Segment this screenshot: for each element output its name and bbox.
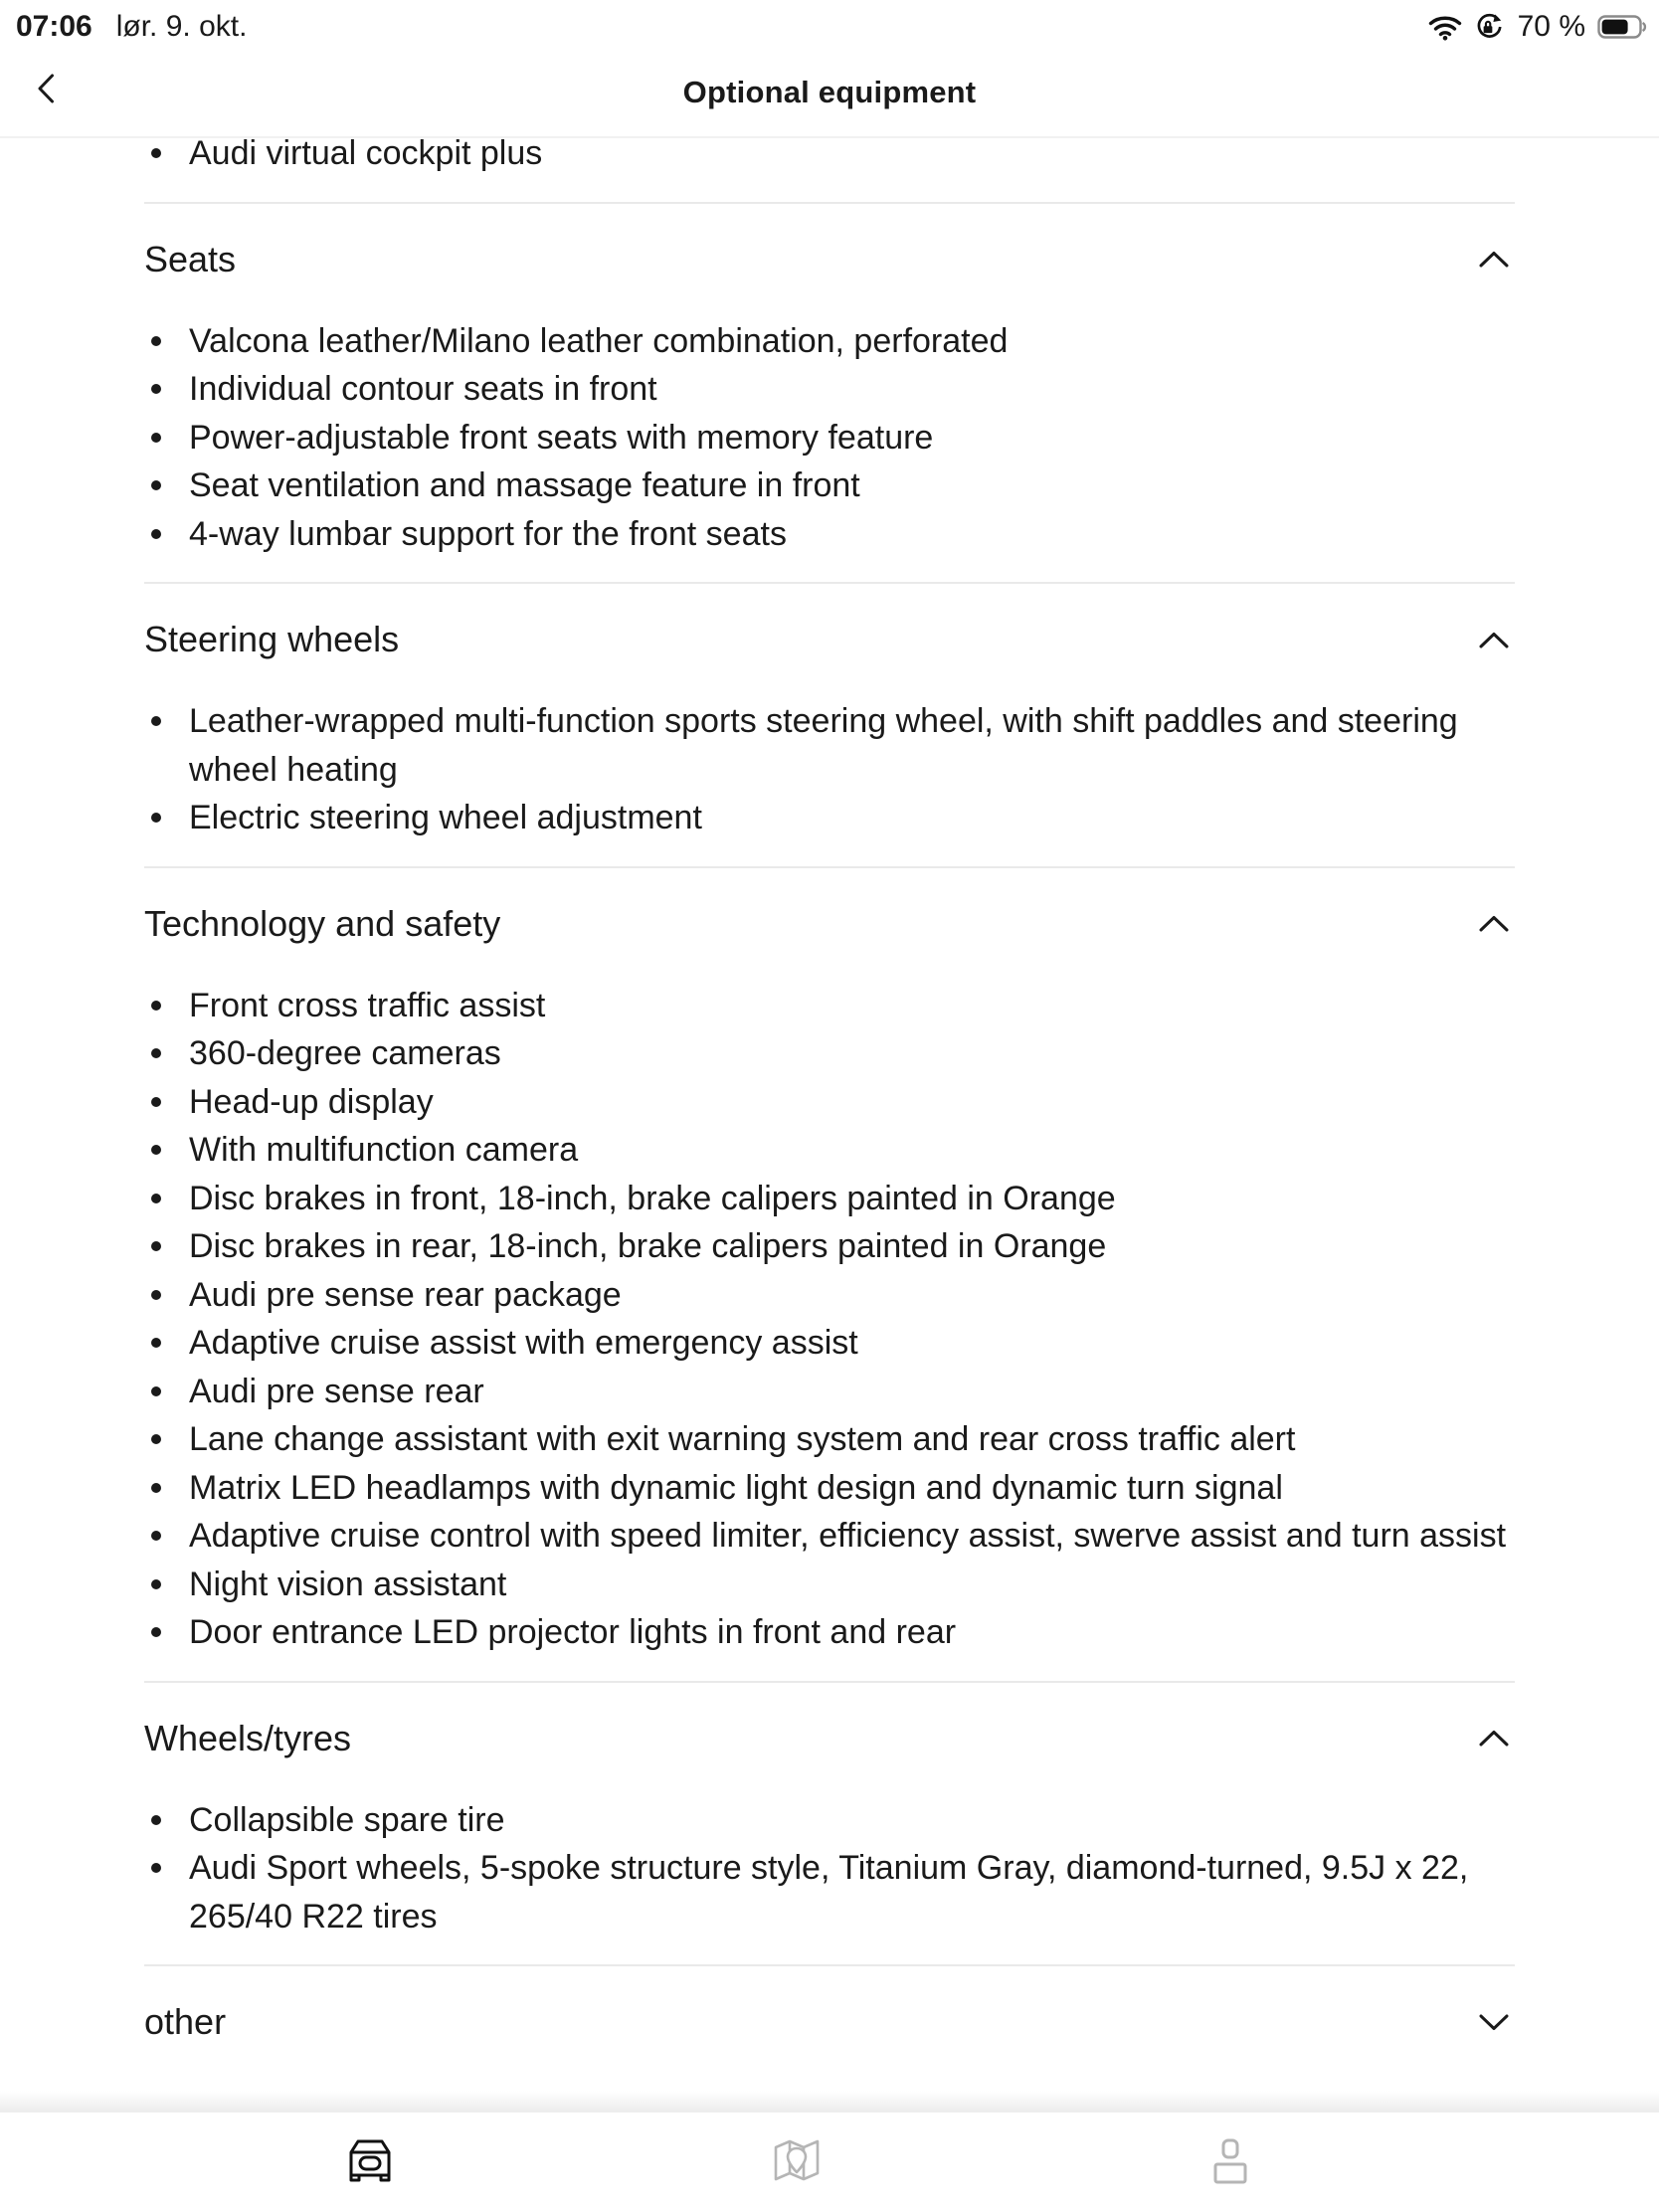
section-divider (144, 866, 1515, 868)
equipment-item (144, 697, 1515, 794)
chevron-up-icon[interactable] (1479, 632, 1515, 648)
bullet-dot (151, 1145, 161, 1155)
bullet-dot (151, 433, 161, 443)
bullet-dot (151, 1241, 161, 1251)
equipment-item-text: Electric steering wheel adjustment (189, 799, 702, 836)
equipment-item-text: 360-degree cameras (189, 1034, 501, 1072)
equipment-item (144, 1796, 1515, 1845)
section-title: Wheels/tyres (144, 1717, 352, 1758)
section-technology-and-safety (144, 866, 1515, 1657)
equipment-item (144, 414, 1515, 462)
bullet-dot (151, 1863, 161, 1873)
equipment-item (144, 1844, 1515, 1940)
leading-items (144, 129, 1515, 178)
bullet-dot (151, 1483, 161, 1493)
section-title: Technology and safety (144, 902, 501, 944)
bullet-dot (151, 384, 161, 394)
section-header-technology-and-safety[interactable] (144, 902, 1515, 946)
bullet-dot (151, 1194, 161, 1203)
equipment-item-text: Individual contour seats in front (189, 370, 657, 408)
equipment-item-text: Head-up display (189, 1082, 434, 1121)
section-header-wheels-tyres[interactable] (144, 1717, 1515, 1760)
equipment-item (144, 982, 1515, 1030)
equipment-item (144, 129, 1515, 178)
section-header-seats[interactable] (144, 238, 1515, 281)
status-date: lør. 9. okt. (115, 10, 248, 43)
bullet-dot (151, 1815, 161, 1825)
equipment-item-text: Night vision assistant (189, 1565, 507, 1603)
bullet-dot (151, 1531, 161, 1541)
battery-icon (1597, 15, 1647, 39)
equipment-item-text: Lane change assistant with exit warning system and rear cross traffic alert (189, 1420, 1296, 1458)
section-items (144, 697, 1515, 842)
back-chevron-icon (37, 91, 55, 107)
bullet-dot (151, 336, 161, 346)
chevron-down-icon[interactable] (1479, 2014, 1515, 2031)
bullet-dot (151, 529, 161, 539)
profile-tab[interactable] (1213, 2138, 1247, 2184)
equipment-item (144, 1608, 1515, 1657)
bullet-dot (151, 148, 161, 158)
section-items (144, 1796, 1515, 1941)
map-tab[interactable] (773, 2138, 821, 2182)
equipment-item (144, 1271, 1515, 1320)
equipment-item-text: Audi virtual cockpit plus (189, 134, 543, 172)
equipment-item (144, 794, 1515, 842)
car-icon (344, 2138, 396, 2182)
bullet-dot (151, 480, 161, 490)
equipment-item (144, 1368, 1515, 1416)
equipment-item-text: Matrix LED headlamps with dynamic light design and dynamic turn signal (189, 1468, 1283, 1507)
bullet-dot (151, 813, 161, 823)
equipment-item-text: With multifunction camera (189, 1131, 579, 1169)
equipment-item (144, 1319, 1515, 1368)
battery-percent-label: 70 % (1517, 10, 1585, 43)
section-seats (144, 202, 1515, 559)
equipment-item-text: Seat ventilation and massage feature in front (189, 466, 860, 504)
equipment-item (144, 461, 1515, 510)
vehicle-tab[interactable] (344, 2138, 396, 2182)
equipment-item-text: Power-adjustable front seats with memory feature (189, 418, 934, 457)
back-button[interactable] (37, 74, 55, 108)
section-divider (144, 1964, 1515, 1966)
section-title: Seats (144, 238, 237, 279)
section-divider (144, 582, 1515, 584)
bullet-dot (151, 1048, 161, 1058)
orientation-lock-icon (1474, 13, 1502, 41)
tab-bar (0, 2113, 1659, 2212)
status-time: 07:06 (16, 10, 92, 43)
equipment-item (144, 1561, 1515, 1609)
section-title: Steering wheels (144, 619, 400, 659)
equipment-item (144, 510, 1515, 559)
person-icon (1213, 2138, 1247, 2184)
bullet-dot (151, 1386, 161, 1396)
equipment-item-text: Disc brakes in rear, 18-inch, brake calipers painted in Orange (189, 1227, 1107, 1265)
equipment-item-text: Disc brakes in front, 18-inch, brake calipers painted in Orange (189, 1179, 1116, 1217)
bullet-dot (151, 1338, 161, 1348)
chevron-up-icon[interactable] (1479, 915, 1515, 932)
equipment-item (144, 1512, 1515, 1561)
equipment-item (144, 1464, 1515, 1513)
chevron-up-icon[interactable] (1479, 251, 1515, 268)
section-header-steering-wheels[interactable] (144, 618, 1515, 661)
equipment-item-text: Audi pre sense rear package (189, 1275, 622, 1314)
equipment-item (144, 365, 1515, 414)
map-icon (773, 2138, 821, 2182)
equipment-list (144, 134, 1515, 2044)
equipment-item-text: Audi pre sense rear (189, 1372, 484, 1410)
bullet-dot (151, 1434, 161, 1444)
section-divider (144, 202, 1515, 204)
section-wheels-tyres (144, 1681, 1515, 1941)
bullet-dot (151, 1290, 161, 1300)
bullet-dot (151, 1627, 161, 1637)
status-bar (0, 0, 1659, 48)
equipment-item-text: Door entrance LED projector lights in front and rear (189, 1613, 957, 1651)
equipment-item (144, 1126, 1515, 1175)
equipment-item (144, 1078, 1515, 1127)
section-other (144, 1964, 1515, 2044)
section-header-other[interactable] (144, 2000, 1515, 2044)
equipment-item (144, 1175, 1515, 1223)
page-title: Optional equipment (682, 74, 977, 109)
bullet-dot (151, 1097, 161, 1107)
bullet-dot (151, 1001, 161, 1011)
equipment-item-text: Adaptive cruise control with speed limiter, efficiency assist, swerve assist and turn assist (189, 1517, 1507, 1555)
bullet-dot (151, 1579, 161, 1589)
nav-bar (0, 48, 1659, 138)
equipment-item (144, 317, 1515, 366)
equipment-item-text: Front cross traffic assist (189, 986, 546, 1024)
equipment-item-text: 4-way lumbar support for the front seats (189, 514, 787, 553)
equipment-item (144, 1415, 1515, 1464)
equipment-item-text: Adaptive cruise assist with emergency assist (189, 1324, 858, 1362)
equipment-item (144, 1029, 1515, 1078)
section-divider (144, 1681, 1515, 1683)
section-steering-wheels (144, 582, 1515, 842)
equipment-item-text: Collapsible spare tire (189, 1800, 505, 1839)
section-items (144, 982, 1515, 1657)
equipment-item-text: Audi Sport wheels, 5-spoke structure style, Titanium Gray, diamond-turned, 9.5J x 22, 265/40 R22 tires (189, 1849, 1469, 1936)
equipment-item-text: Valcona leather/Milano leather combination, perforated (189, 321, 1009, 360)
equipment-item (144, 1222, 1515, 1271)
section-title: other (144, 2001, 227, 2042)
section-items (144, 317, 1515, 559)
chevron-up-icon[interactable] (1479, 1730, 1515, 1747)
wifi-icon (1428, 14, 1462, 41)
equipment-item-text: Leather-wrapped multi-function sports steering wheel, with shift paddles and steering wheel heating (189, 702, 1458, 789)
bullet-dot (151, 716, 161, 726)
